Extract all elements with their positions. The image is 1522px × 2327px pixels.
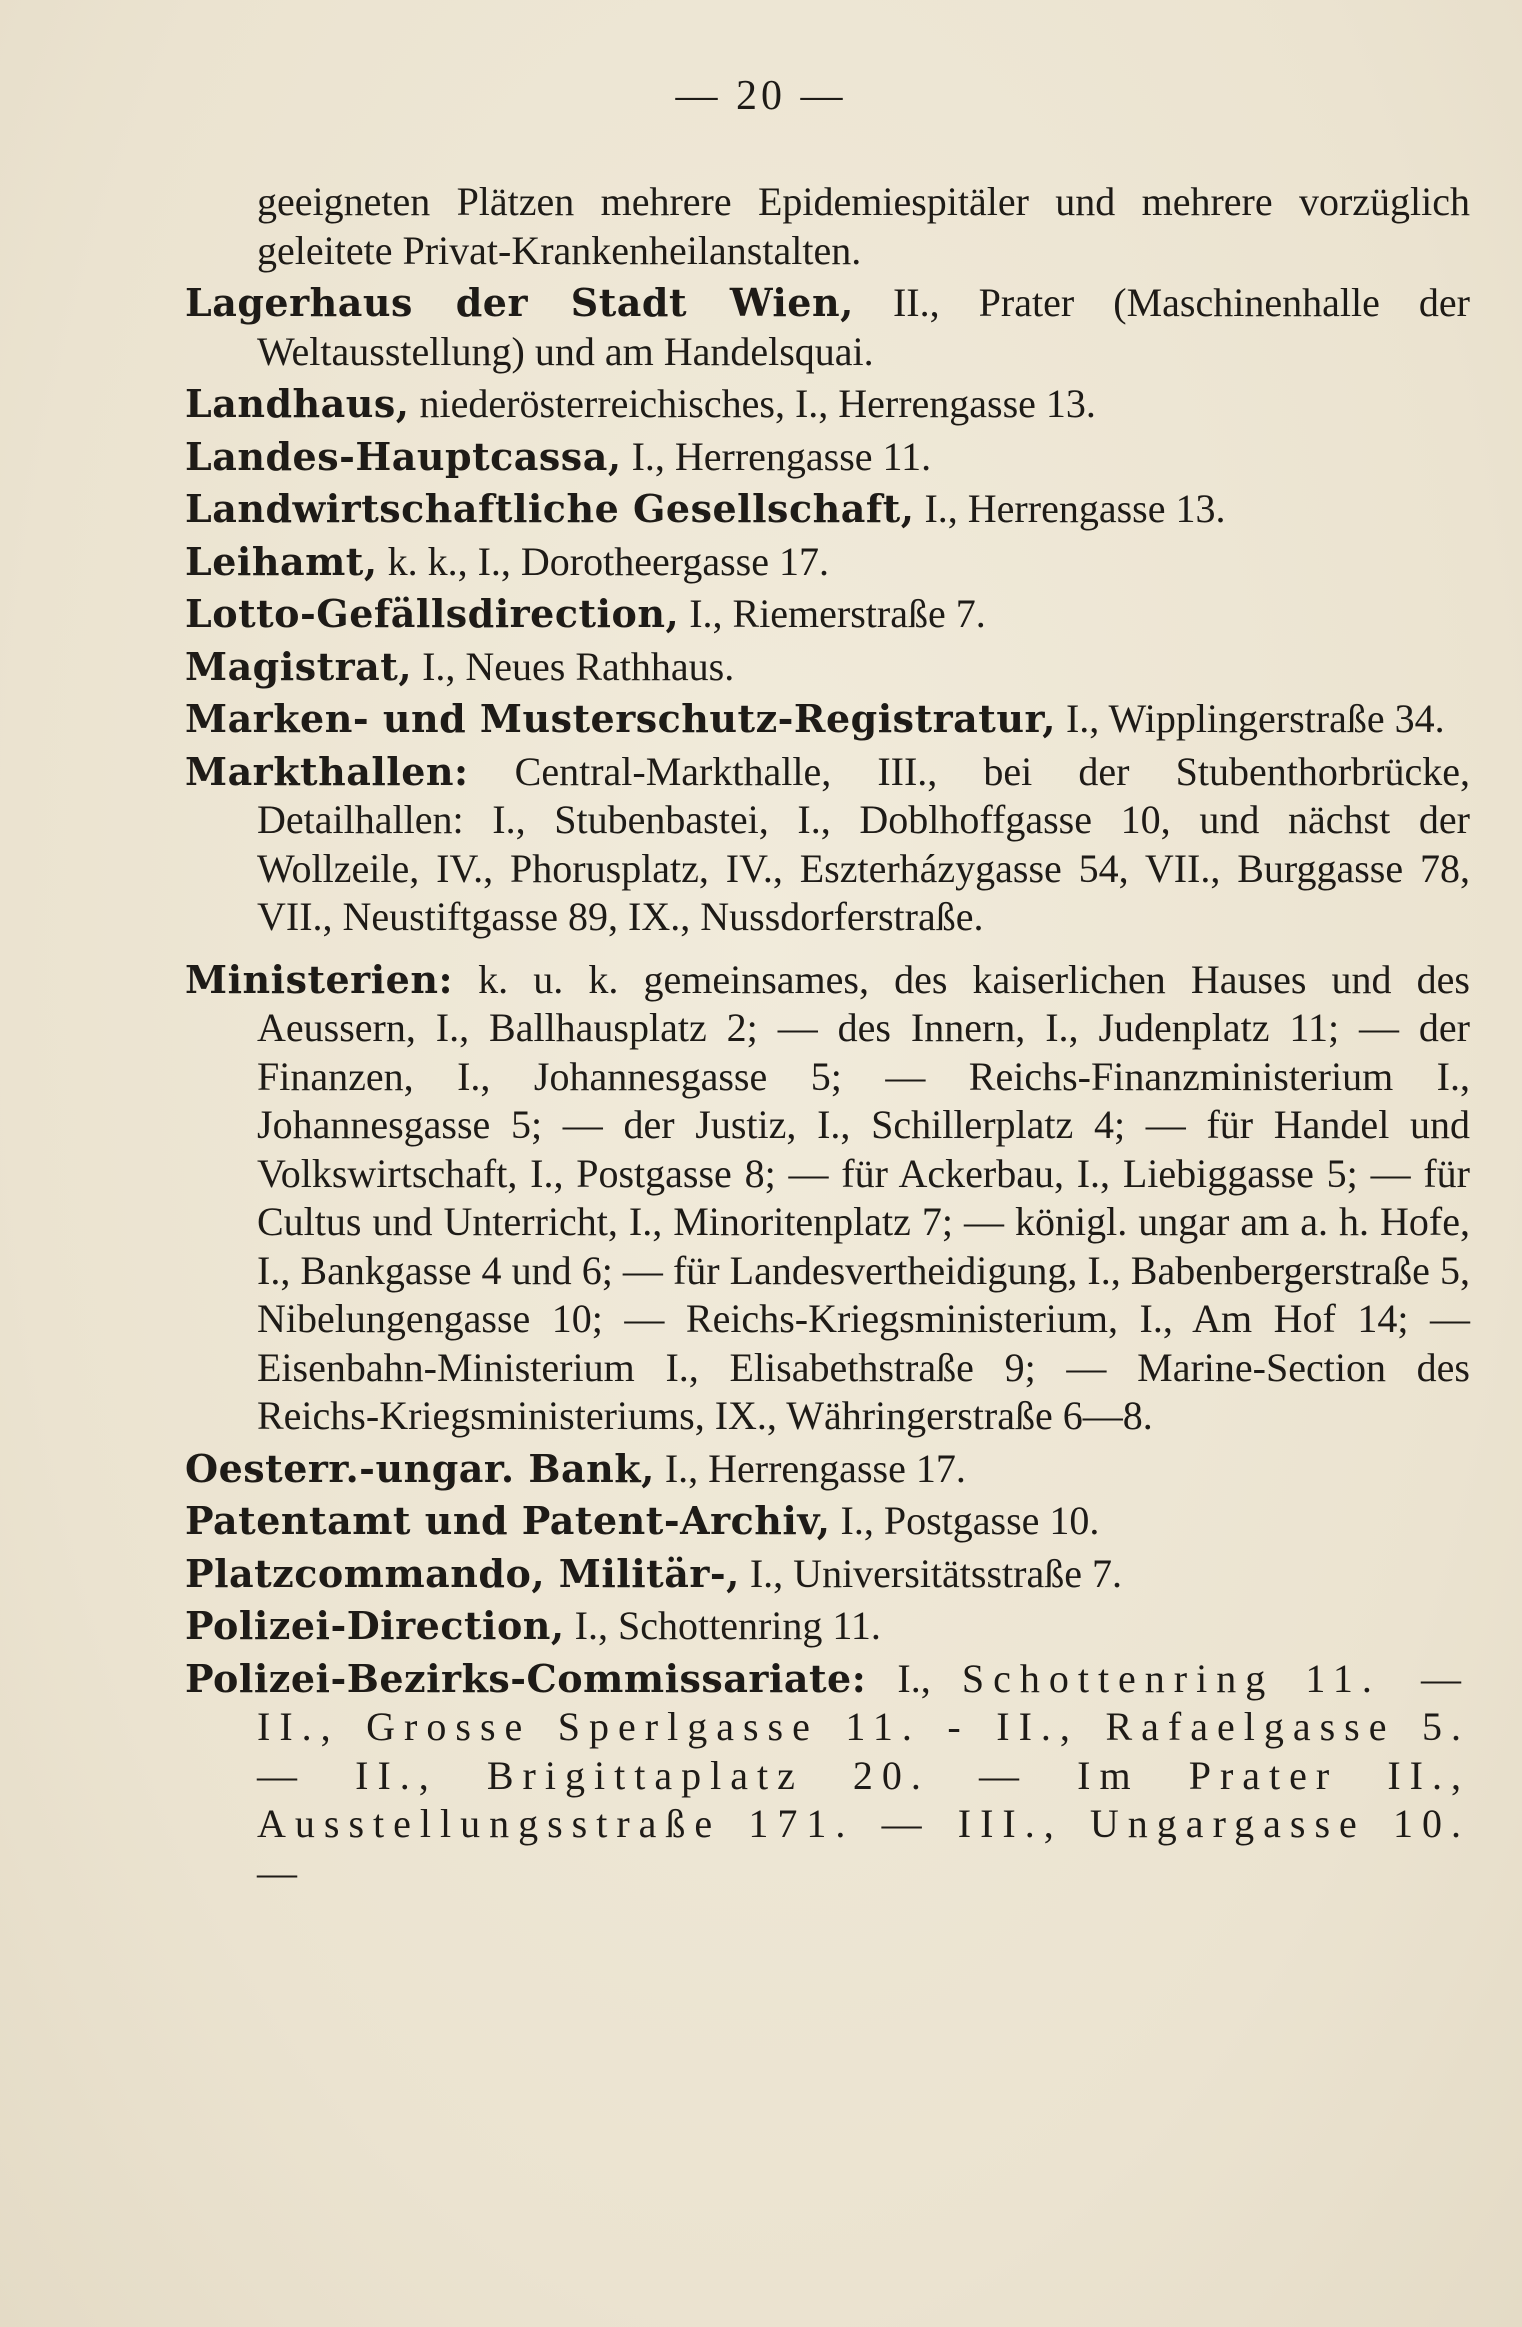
entry-text: Central-Markthalle, III., bei der Stubenthorbrücke, Detailhallen: I., Stubenbastei, I., Doblhoffgasse 10, und nächst der Wollzeile, IV., Phorusplatz, IV., Eszterházygasse 54, VII., Burggasse 78, VII., Neustiftgasse 89, IX., Nussdorferstraße. <box>257 748 1470 939</box>
continuation-paragraph <box>185 178 1470 275</box>
entry-text: I., Postgasse 10. <box>840 1498 1100 1543</box>
entry-heading: Polizei-Direction, <box>185 1603 565 1648</box>
entry-text: I., Herrengasse 13. <box>924 486 1226 531</box>
entry-text: I., Wipplingerstraße 34. <box>1065 696 1445 741</box>
entry-text: niederösterreichisches, I., Herrengasse 13. <box>419 381 1096 426</box>
entry-heading: Leihamt, <box>185 538 378 584</box>
entry-text: I., Herrengasse 11. <box>631 433 932 479</box>
entry-landes-hauptcassa <box>185 433 1470 482</box>
entry-text: I., Schottenring 11. <box>574 1603 881 1648</box>
entry-heading: Landhaus, <box>185 381 410 426</box>
entry-platzcommando <box>185 1550 1470 1599</box>
entry-heading: Markthallen: <box>185 748 469 794</box>
page-number: — 20 — <box>675 73 847 119</box>
entry-text: I., Riemerstraße 7. <box>689 591 986 636</box>
entry-leihamt <box>185 538 1470 587</box>
entry-text: geeigneten Plätzen mehrere Epidemiespitäler und mehrere vorzüglich geleitete Privat-Krankenheilanstalten. <box>257 179 1470 273</box>
entry-text: I., Neues Rathhaus. <box>422 643 735 689</box>
entry-lagerhaus <box>185 279 1470 376</box>
entry-heading: Patentamt und Patent-Archiv, <box>185 1498 831 1543</box>
entry-patentamt <box>185 1497 1470 1546</box>
entry-marken-musterschutz <box>185 695 1470 744</box>
entry-magistrat <box>185 643 1470 692</box>
entry-landhaus <box>185 380 1470 429</box>
entry-heading: Lotto-Gefällsdirection, <box>185 591 680 636</box>
entry-text-rest: 11. — II., Grosse Sperlgasse 11. - II., Rafaelgasse 5. — II., Brigittaplatz 20. — Im Prater II., Ausstellungsstraße 171. — III., Ungargasse 10. — <box>257 1655 1471 1895</box>
entry-heading: Oesterr.-ungar. Bank, <box>185 1445 655 1491</box>
entry-text: I., <box>897 1655 931 1701</box>
entry-text: I., Universitätsstraße 7. <box>749 1550 1122 1596</box>
directory-text <box>185 178 1470 1901</box>
entry-text: k. u. k. gemeinsames, des kaiserlichen Hauses und des Aeussern, I., Ballhausplatz 2; — des Innern, I., Judenplatz 11; — der Finanzen, I., Johannesgasse 5; — Reichs-Finanzministerium I., Johannesgasse 5; — der Justiz, I., Schillerplatz 4; — für Handel und Volkswirtschaft, I., Postgasse 8; — für Ackerbau, I., Liebiggasse 5; — für Cultus und Unterricht, I., Minoritenplatz 7; — königl. ungar am a. h. Hofe, I., Bankgasse 4 und 6; — für Landesvertheidigung, I., Babenbergerstraße 5, Nibelungengasse 10; — Reichs-Kriegsministerium, I., Am Hof 14; — Eisenbahn-Ministerium I., Elisabethstraße 9; — Marine-Section des Reichs-Kriegsministeriums, IX., Währingerstraße 6—8. <box>257 956 1470 1438</box>
entry-heading: Landwirtschaftliche Gesellschaft, <box>185 486 915 531</box>
entry-landwirtschaftliche-gesellschaft <box>185 485 1470 534</box>
entry-heading: Ministerien: <box>185 956 453 1002</box>
entry-heading: Polizei-Bezirks-Commissariate: <box>185 1655 867 1701</box>
entry-text: II., Prater (Maschinenhalle der Weltausstellung) und am Handelsquai. <box>257 280 1470 374</box>
entry-heading: Magistrat, <box>185 643 413 689</box>
entry-heading: Marken- und Musterschutz-Registratur, <box>185 696 1056 741</box>
entry-polizei-bezirks-commissariate <box>185 1655 1470 1898</box>
entry-lotto-gefaellsdirection <box>185 590 1470 639</box>
entry-heading: Platzcommando, Militär-, <box>185 1550 740 1596</box>
entry-heading: Landes-Hauptcassa, <box>185 433 622 479</box>
entry-oesterr-ungar-bank <box>185 1445 1470 1494</box>
entry-ministerien <box>185 956 1470 1441</box>
entry-text-spaced: Schottenring <box>961 1655 1275 1701</box>
entry-text: I., Herrengasse 17. <box>664 1445 966 1491</box>
entry-heading: Lagerhaus der Stadt Wien, <box>185 280 854 325</box>
entry-markthallen <box>185 748 1470 942</box>
entry-polizei-direction <box>185 1602 1470 1651</box>
entry-text: k. k., I., Dorotheergasse 17. <box>387 538 829 584</box>
